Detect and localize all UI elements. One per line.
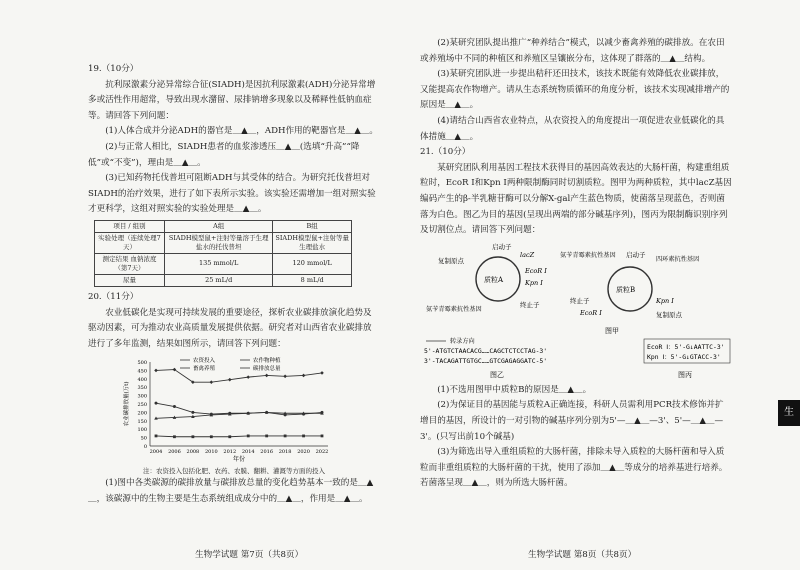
kpni-b-label: Kpn Ⅰ: [656, 296, 674, 305]
q21-part1: (1)不选用图甲中质粒B的原因是＿▲＿。: [437, 384, 592, 395]
data-point: [265, 435, 268, 438]
data-point: [154, 369, 158, 373]
figure-bing-caption: 图丙: [678, 370, 692, 379]
lacz-label: lacZ: [520, 250, 535, 259]
y-tick-label: 350: [137, 385, 147, 392]
x-tick-label: 2020: [297, 449, 310, 456]
data-point: [265, 374, 269, 378]
data-point: [284, 435, 287, 438]
q21-part3: (3)为筛选出导入重组质粒的大肠杆菌，排除未导入质粒的大肠杆菌和导入质粒而非重组质粒的大肠杆菌的干扰，使用了添加＿▲＿等成分的培养基进行培养。若菌落呈现＿▲＿，则为所选大肠杆菌。: [420, 447, 728, 489]
data-point: [228, 378, 232, 382]
y-tick-label: 200: [137, 410, 147, 417]
data-point: [321, 435, 324, 438]
table-row2-a: 135 mmol/L: [165, 253, 273, 274]
ampr-b-label: 氨苄青霉素抗性基因: [560, 251, 616, 259]
ori-b-label: 复制原点: [656, 310, 682, 319]
right-column: [420, 36, 732, 492]
figure-jia-caption: 图甲: [605, 326, 619, 335]
data-point: [155, 435, 158, 438]
data-point: [155, 402, 158, 405]
q19-part1: (1)人体合成并分泌ADH的器官是＿▲＿，ADH作用的靶器官是＿▲＿。: [105, 126, 379, 137]
x-tick-label: 2006: [168, 449, 181, 456]
table-row1-b: SIADH模型鼠+注射等量生理盐水: [273, 232, 352, 253]
promoter-a-label: 启动子: [492, 242, 512, 251]
q19-part3: (3)已知药物托伐普坦可阻断ADH与其受体的结合。为研究托伐普坦对SIADH的治疗效果，进行了如下表所示实验。该实验还需增加一组对照实验才更科学，这组对照实验的实验处理是＿▲＿。: [88, 173, 376, 215]
y-tick-label: 100: [137, 427, 147, 434]
q19-title: 19.（10分）: [88, 64, 139, 74]
table-row3-b: 8 mL/d: [273, 274, 352, 286]
site-kpni: Kpn Ⅰ：5'-G↓GTACC-3': [647, 352, 721, 361]
data-point: [228, 436, 231, 439]
x-tick-label: 2022: [315, 449, 329, 456]
x-tick-label: 2010: [204, 449, 218, 456]
x-tick-label: 2016: [260, 449, 274, 456]
table-header-item: 项目 / 组别: [95, 220, 165, 232]
data-point: [246, 376, 250, 380]
q20-part2: (2)某研究团队提出推广“种养结合”模式，以减少畜禽养殖的碳排放。在农田或养殖场中不同的种植区和养殖区呈镶嵌分布，这体现了群落的＿▲＿结构。: [420, 38, 725, 64]
series-line: [156, 413, 322, 419]
emission-chart-svg: [88, 354, 380, 466]
y-tick-label: 150: [137, 419, 147, 426]
tetr-b-label: 四环素抗性基因: [656, 255, 700, 263]
ori-a-label: 复制原点: [438, 256, 464, 265]
figure-yi-caption: 图乙: [490, 370, 504, 379]
q20-part1: (1)图中各类碳源的碳排放量与碳排放总量的变化趋势基本一致的是＿▲＿，该碳源中的生物主要是生态系统组成成分中的＿▲＿，作用是＿▲＿。: [88, 478, 374, 504]
data-point: [191, 436, 194, 439]
footer-page8: 生物学试题 第8页（共8页）: [528, 550, 637, 560]
data-point: [283, 375, 287, 379]
footer-page7: 生物学试题 第7页（共8页）: [195, 550, 304, 560]
plasmid-figure-svg: [420, 241, 732, 381]
series-line: [156, 370, 322, 383]
q20-part3: (3)某研究团队进一步提出秸秆还田技术，该技术既能有效降低农业碳排放，又能提高农作物增产。请从生态系统物质循环的角度分析，该技术实现减排增产的原因是＿▲＿。: [420, 69, 730, 111]
plasmid-figure: [420, 241, 732, 381]
ecori-a-label: EcoR Ⅰ: [525, 266, 547, 275]
series-line: [156, 436, 322, 437]
legend-label: 农资投入: [193, 358, 216, 365]
data-point: [320, 371, 324, 375]
x-tick-label: 2018: [278, 449, 292, 456]
data-point: [191, 411, 194, 414]
seq-bottom: 3'-TACAGATTGTGC……GTCGAGAGGATC-5': [424, 356, 548, 365]
subject-tab: 生: [778, 400, 800, 426]
data-point: [173, 405, 176, 408]
plasmid-b-label: 质粒B: [616, 285, 636, 294]
ecori-b-label: EcoR Ⅰ: [580, 308, 602, 317]
experiment-table: [94, 220, 352, 287]
table-row2-label: 测定结果 血钠浓度（第7天）: [95, 253, 165, 274]
table-row1-a: SIADH模型鼠+注射等量溶于生理盐水的托伐普坦: [165, 232, 273, 253]
table-header-b: B组: [273, 220, 352, 232]
legend-label: 农作物种植: [253, 358, 281, 365]
q21-part2: (2)为保证目的基因能与质粒A正确连接，科研人员需利用PCR技术修饰并扩增目的基因，所设计的一对引物的碱基序列分别为5'—＿▲＿—3'、5'—＿▲＿—3'。(只写出前10个碱基): [420, 400, 724, 442]
kpni-a-label: Kpn Ⅰ: [525, 278, 543, 287]
data-point: [210, 381, 214, 385]
data-point: [210, 436, 213, 439]
legend-label: 畜禽养殖: [193, 366, 216, 373]
y-tick-label: 0: [143, 444, 147, 451]
legend-label: 碳排放总量: [253, 366, 281, 373]
ampr-a-label: 氨苄青霉素抗性基因: [426, 305, 482, 313]
data-point: [173, 436, 176, 439]
x-tick-label: 2012: [223, 449, 237, 456]
q20-part4: (4)请结合山西省农业特点，从农资投入的角度提出一项促进农业低碳化的具体措施＿▲＿。: [420, 115, 725, 142]
x-tick-label: 2004: [149, 449, 163, 456]
seq-top: 5'-ATGTCTAACACG……CAGCTCTCCTAG-3': [424, 346, 548, 355]
y-tick-label: 500: [137, 360, 147, 367]
table-header-a: A组: [165, 220, 273, 232]
table-row3-label: 尿量: [95, 274, 165, 286]
x-axis-label: 年份: [232, 456, 246, 464]
terminator-a-label: 终止子: [520, 300, 540, 309]
data-point: [302, 374, 306, 378]
plasmid-a-label: 质粒A: [484, 275, 504, 284]
q21-intro: 某研究团队利用基因工程技术获得目的基因高效表达的大肠杆菌，构建重组质粒时，EcoR Ⅰ和Kpn Ⅰ两种限制酶同时切割质粒。图甲为两种质粒，其中lacZ基因编码产生的β-半乳糖苷酶可以分解X-gal产生蓝色物质，使菌落呈现蓝色，否则菌落为白色。图乙为目的基因(呈现出两端的部分碱基序列)，图丙为限制酶识别序列及切割位点。请回答下列问题：: [420, 162, 732, 236]
left-column: [88, 62, 380, 508]
y-tick-label: 450: [137, 368, 147, 375]
direction-label: 转录方向: [450, 337, 475, 345]
table-row3-a: 25 mL/d: [165, 274, 273, 286]
q19-intro: 抗利尿激素分泌异常综合征(SIADH)是因抗利尿激素(ADH)分泌异常增多或活性作用超常，导致出现水潴留、尿排钠增多现象以及稀释性低钠血症等。请回答下列问题：: [88, 79, 376, 121]
x-tick-label: 2014: [241, 449, 255, 456]
site-ecori: EcoR Ⅰ：5'-G↓AATTC-3': [647, 342, 725, 351]
chart-note: 注：农资投入包括化肥、农药、农膜、翻耕、灌溉等方面的投入: [143, 467, 325, 476]
x-tick-label: 2008: [186, 449, 200, 456]
y-tick-label: 400: [137, 377, 147, 384]
q19-part2: (2)与正常人相比，SIADH患者的血浆渗透压＿▲＿(选填“升高”“降低”或“不变”)，理由是＿▲＿。: [88, 141, 360, 168]
emission-chart: [88, 354, 380, 466]
q21-title: 21.（10分）: [420, 147, 471, 158]
y-tick-label: 300: [137, 393, 147, 400]
data-point: [247, 435, 250, 438]
y-axis-label: 农业碳排放量(万t): [124, 381, 130, 427]
terminator-b-label: 终止子: [570, 296, 590, 305]
data-point: [302, 435, 305, 438]
promoter-b-label: 启动子: [626, 250, 646, 259]
q20-intro: 农业低碳化是实现可持续发展的重要途径，探析农业碳排放演化趋势及驱动因素，可为推动农业高质量发展提供依据。研究者对山西省农业碳排放进行了多年监测，结果如图所示，请回答下列问题：: [88, 307, 372, 349]
y-tick-label: 250: [137, 402, 147, 409]
table-row2-b: 120 mmol/L: [273, 253, 352, 274]
y-tick-label: 50: [140, 435, 147, 442]
table-row1-label: 实验处理（连续处理7天）: [95, 232, 165, 253]
q20-title: 20.（11分）: [88, 291, 139, 302]
